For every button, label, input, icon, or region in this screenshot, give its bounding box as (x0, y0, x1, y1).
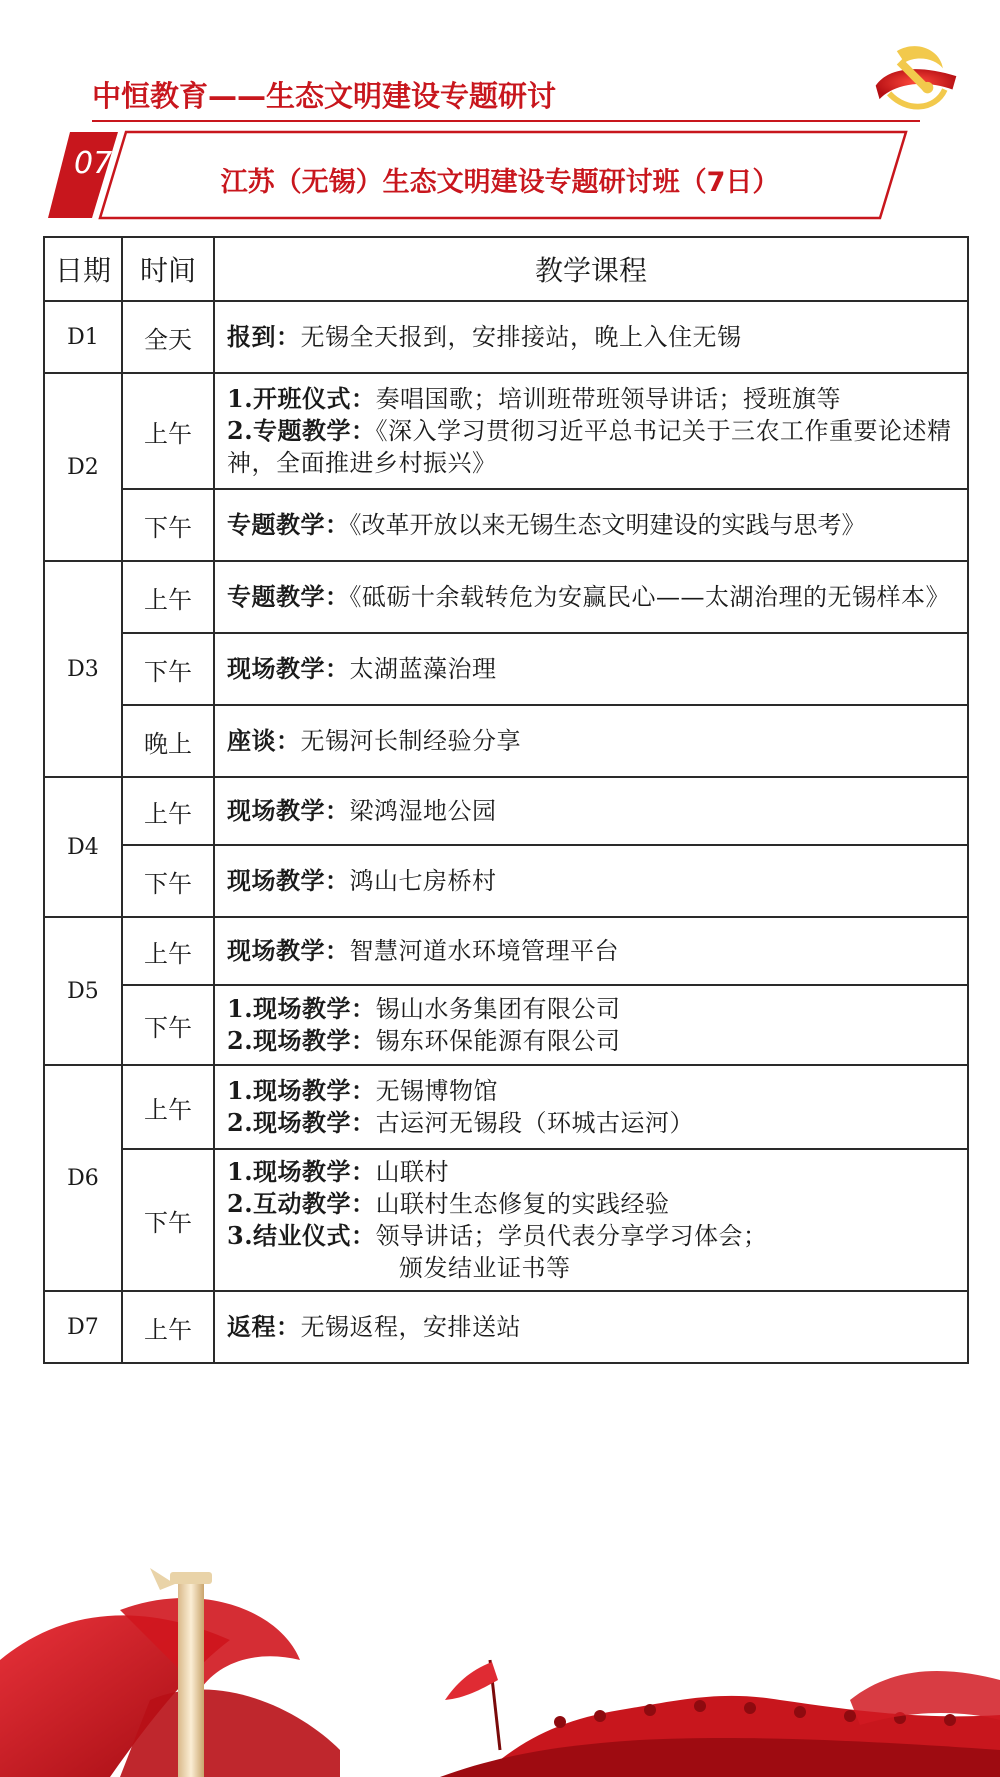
course-line (227, 1220, 957, 1252)
course-cell (214, 489, 968, 561)
course-label: 专题教学： (227, 582, 350, 611)
course-label: 现场教学： (227, 936, 350, 965)
table-row (44, 845, 968, 917)
course-cell (214, 1291, 968, 1363)
time-cell: 下午 (122, 633, 214, 705)
course-text: 智慧河道水环境管理平台 (349, 937, 619, 965)
course-label: 1.现场教学： (227, 1076, 376, 1105)
course-text: 《改革开放以来无锡生态文明建设的实践与思考》 (349, 511, 866, 539)
course-line (227, 383, 957, 415)
course-line (227, 1188, 957, 1220)
table-row (44, 1149, 968, 1291)
course-label: 2.专题教学： (227, 416, 376, 445)
course-text: 无锡全天报到，安排接站，晚上入住无锡 (300, 323, 742, 351)
course-text: 无锡博物馆 (375, 1077, 499, 1105)
day-cell: D1 (44, 301, 122, 373)
course-label: 1.开班仪式： (227, 384, 376, 413)
course-label: 2.现场教学： (227, 1108, 376, 1137)
day-cell: D6 (44, 1065, 122, 1291)
course-text: 《砥砺十余载转危为安赢民心——太湖治理的无锡样本》 (349, 583, 950, 611)
course-line (227, 581, 957, 613)
day-cell: D5 (44, 917, 122, 1065)
time-cell: 上午 (122, 917, 214, 985)
day-cell: D4 (44, 777, 122, 917)
time-cell: 下午 (122, 489, 214, 561)
table-row (44, 633, 968, 705)
time-cell: 上午 (122, 1291, 214, 1363)
course-line (227, 653, 957, 685)
course-line (227, 865, 957, 897)
course-line (227, 1252, 957, 1284)
course-text: 山联村生态修复的实践经验 (375, 1190, 670, 1218)
course-line (227, 415, 957, 479)
course-text: 无锡返程，安排送站 (300, 1313, 521, 1341)
course-cell (214, 705, 968, 777)
course-label: 1.现场教学： (227, 1157, 376, 1186)
table-header-row (44, 237, 968, 301)
table-row (44, 1065, 968, 1149)
table-row (44, 489, 968, 561)
course-cell (214, 1149, 968, 1291)
banner-title: 江苏（无锡）生态文明建设专题研讨班（7日） (220, 167, 780, 198)
time-cell: 晚上 (122, 705, 214, 777)
course-label: 1.现场教学： (227, 994, 376, 1023)
course-label: 专题教学： (227, 510, 350, 539)
course-text: 古运河无锡段（环城古运河） (375, 1109, 695, 1137)
course-text: 锡山水务集团有限公司 (375, 995, 621, 1023)
course-line (227, 993, 957, 1025)
course-label: 返程： (227, 1312, 301, 1341)
course-text: 锡东环保能源有限公司 (375, 1027, 621, 1055)
table-row (44, 1291, 968, 1363)
time-cell: 上午 (122, 373, 214, 489)
table-row (44, 301, 968, 373)
course-text: 山联村 (375, 1158, 450, 1186)
course-line (227, 509, 957, 541)
course-line (227, 1075, 957, 1107)
course-cell (214, 373, 968, 489)
header-course: 教学课程 (214, 237, 968, 301)
course-text: 太湖蓝藻治理 (349, 655, 497, 683)
banner-number: 07 (74, 146, 113, 181)
course-label: 2.互动教学： (227, 1189, 376, 1218)
course-line (227, 1025, 957, 1057)
course-label: 现场教学： (227, 796, 350, 825)
time-cell: 下午 (122, 1149, 214, 1291)
table-row (44, 917, 968, 985)
course-cell (214, 777, 968, 845)
course-cell (214, 633, 968, 705)
course-line (227, 725, 957, 757)
course-line (227, 935, 957, 967)
course-label: 座谈： (227, 726, 301, 755)
course-text: 无锡河长制经验分享 (300, 727, 521, 755)
course-cell (214, 917, 968, 985)
table-row (44, 561, 968, 633)
course-cell (214, 561, 968, 633)
course-text: 奏唱国歌；培训班带班领导讲话；授班旗等 (375, 385, 842, 413)
course-text: 《深入学习贯彻习近平总书记关于三农工作重要论述精神，全面推进乡村振兴》 (227, 417, 952, 477)
party-emblem-icon (868, 30, 964, 126)
header-day: 日期 (44, 237, 122, 301)
time-cell: 上午 (122, 561, 214, 633)
course-cell (214, 985, 968, 1065)
course-text: 领导讲话；学员代表分享学习体会； (375, 1222, 768, 1250)
course-line (227, 1107, 957, 1139)
table-row (44, 373, 968, 489)
day-cell: D2 (44, 373, 122, 561)
course-text: 鸿山七房桥村 (349, 867, 497, 895)
table-row (44, 985, 968, 1065)
schedule-table (43, 236, 969, 1364)
table-row (44, 705, 968, 777)
time-cell: 全天 (122, 301, 214, 373)
header-divider (92, 120, 920, 122)
course-line (227, 1311, 957, 1343)
course-cell (214, 1065, 968, 1149)
day-cell: D3 (44, 561, 122, 777)
time-cell: 下午 (122, 845, 214, 917)
course-label: 报到： (227, 322, 301, 351)
red-flag-tiananmen-pillar-decoration (0, 1550, 1000, 1777)
course-cell (214, 301, 968, 373)
course-label: 2.现场教学： (227, 1026, 376, 1055)
course-text: 颁发结业证书等 (399, 1254, 571, 1282)
course-line (227, 795, 957, 827)
time-cell: 上午 (122, 777, 214, 845)
day-cell: D7 (44, 1291, 122, 1363)
header-title: 中恒教育——生态文明建设专题研讨 (92, 79, 557, 113)
course-line (227, 1156, 957, 1188)
header-time: 时间 (122, 237, 214, 301)
time-cell: 下午 (122, 985, 214, 1065)
course-text: 梁鸿湿地公园 (349, 797, 497, 825)
course-label: 现场教学： (227, 654, 350, 683)
course-label: 3.结业仪式： (227, 1221, 376, 1250)
course-line (227, 321, 957, 353)
course-label: 现场教学： (227, 866, 350, 895)
time-cell: 上午 (122, 1065, 214, 1149)
course-cell (214, 845, 968, 917)
table-row (44, 777, 968, 845)
